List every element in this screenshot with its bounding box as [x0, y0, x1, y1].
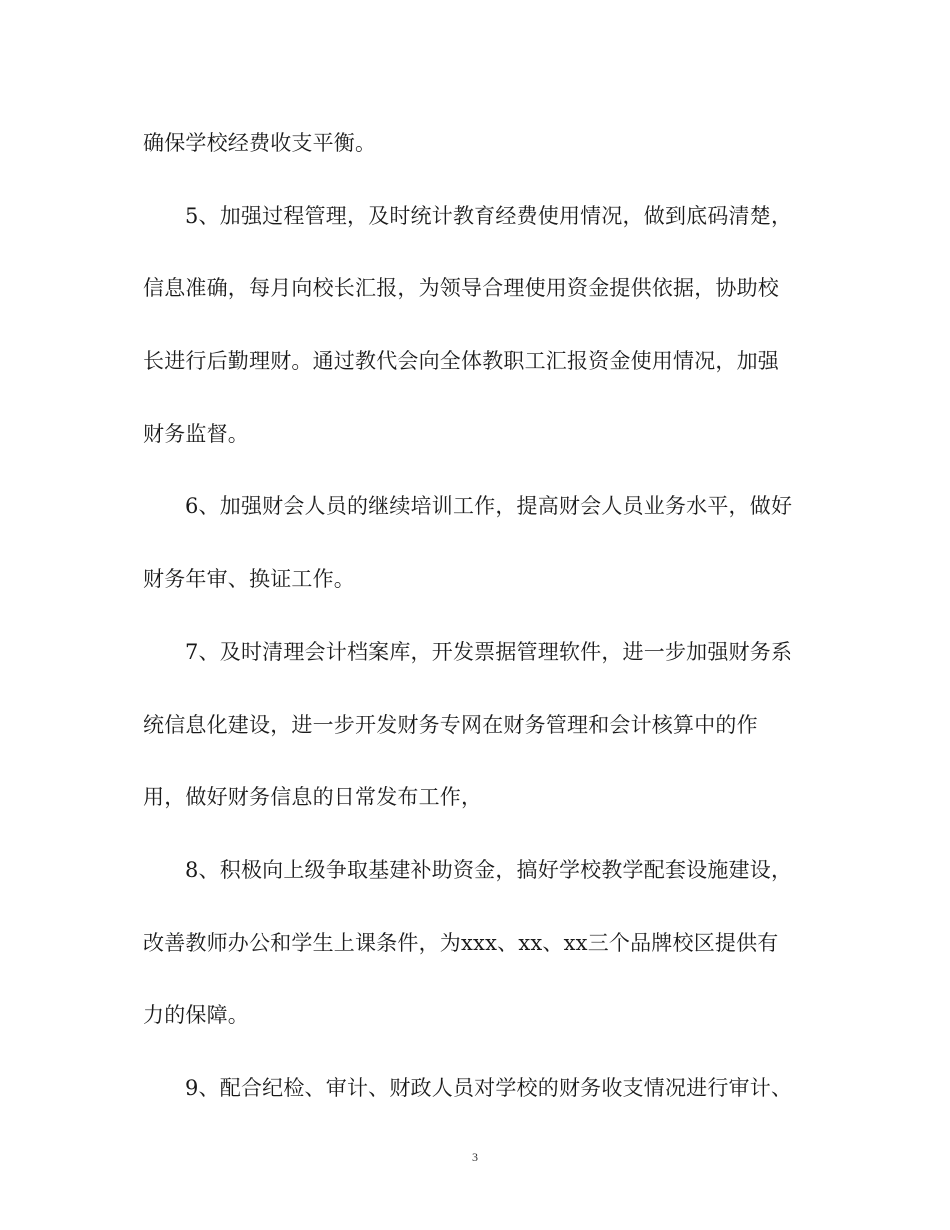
paragraph-5-start: 5、加强过程管理，及时统计教育经费使用情况，做到底码清楚，: [185, 203, 793, 228]
paragraph-6-start: 6、加强财会人员的继续培训工作，提高财会人员业务水平，做好: [185, 494, 793, 519]
page-number: 3: [472, 1150, 478, 1164]
paragraph-9-start: 9、配合纪检、审计、财政人员对学校的财务收支情况进行审计、: [185, 1075, 793, 1100]
text-line: 统信息化建设，进一步开发财务专网在财务管理和会计核算中的作: [143, 712, 758, 737]
text-line: 改善教师办公和学生上课条件，为xxx、xx、xx三个品牌校区提供有: [143, 930, 779, 955]
text-line: 用，做好财务信息的日常发布工作，: [143, 785, 483, 810]
paragraph-8-start: 8、积极向上级争取基建补助资金，搞好学校教学配套设施建设，: [185, 857, 793, 882]
text-line: 信息准确，每月向校长汇报，为领导合理使用资金提供依据，协助校: [143, 276, 779, 301]
text-line: 财务年审、换证工作。: [143, 567, 355, 592]
text-line: 确保学校经费收支平衡。: [143, 131, 377, 155]
text-line: 长进行后勤理财。通过教代会向全体教职工汇报资金使用情况，加强: [143, 349, 779, 374]
text-line: 财务监督。: [143, 421, 249, 446]
document-body: [143, 119, 815, 1137]
text-line: 力的保障。: [143, 1003, 249, 1028]
paragraph-7-start: 7、及时清理会计档案库，开发票据管理软件，进一步加强财务系: [185, 639, 793, 664]
